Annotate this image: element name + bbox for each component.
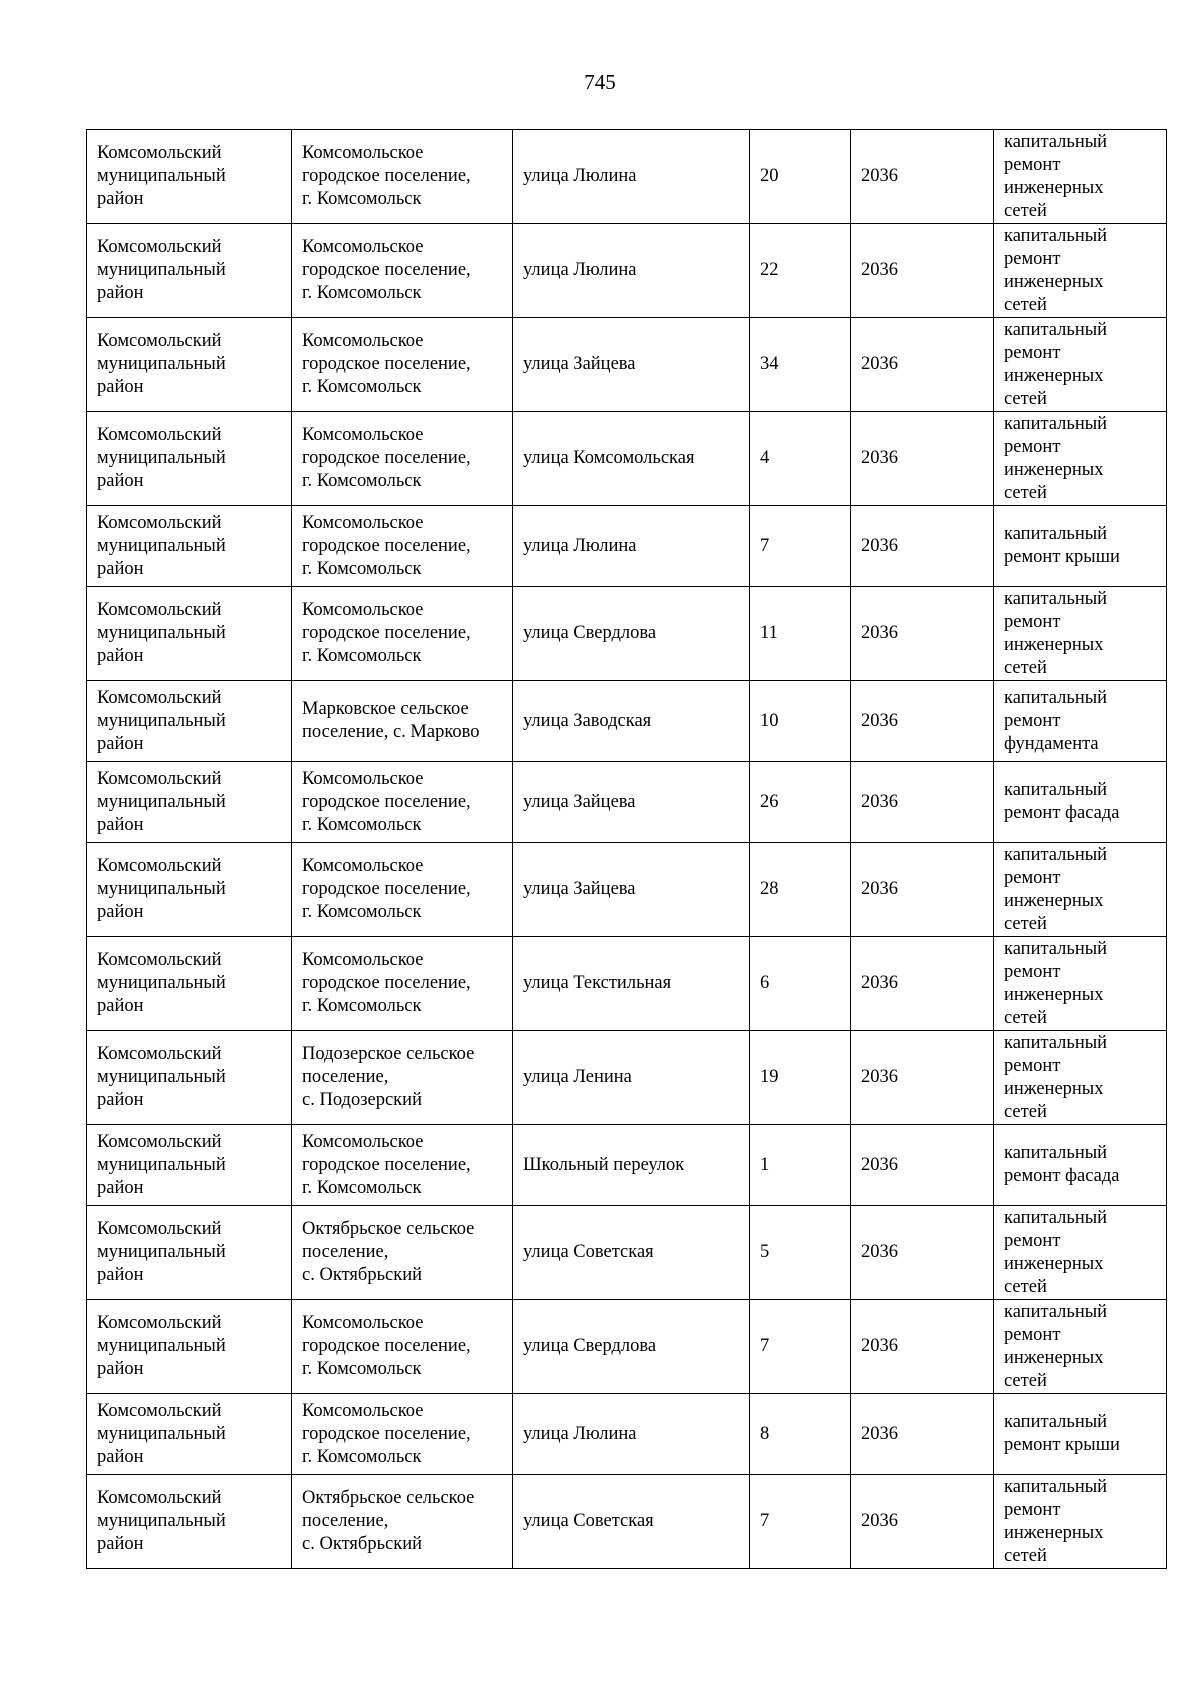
work-type-cell: капитальный ремонт инженерных сетей — [994, 130, 1167, 224]
settlement-cell: Комсомольское городское поселение, г. Комсомольск — [292, 506, 513, 587]
table-row — [87, 506, 1167, 587]
work-type-cell: капитальный ремонт фасада — [994, 762, 1167, 843]
year-cell: 2036 — [851, 937, 994, 1031]
table-row — [87, 681, 1167, 762]
table-row — [87, 937, 1167, 1031]
street-cell: улица Советская — [513, 1206, 750, 1300]
street-cell: улица Люлина — [513, 506, 750, 587]
work-type-cell: капитальный ремонт инженерных сетей — [994, 937, 1167, 1031]
settlement-cell: Комсомольское городское поселение, г. Комсомольск — [292, 1394, 513, 1475]
settlement-cell: Октябрьское сельское поселение, с. Октябрьский — [292, 1475, 513, 1569]
district-cell: Комсомольский муниципальный район — [87, 412, 292, 506]
settlement-cell: Комсомольское городское поселение, г. Комсомольск — [292, 843, 513, 937]
street-cell: улица Заводская — [513, 681, 750, 762]
district-cell: Комсомольский муниципальный район — [87, 843, 292, 937]
settlement-cell: Комсомольское городское поселение, г. Комсомольск — [292, 937, 513, 1031]
district-cell: Комсомольский муниципальный район — [87, 1031, 292, 1125]
district-cell: Комсомольский муниципальный район — [87, 762, 292, 843]
table-row — [87, 587, 1167, 681]
district-cell: Комсомольский муниципальный район — [87, 1300, 292, 1394]
house-number-cell: 4 — [750, 412, 851, 506]
work-type-cell: капитальный ремонт крыши — [994, 506, 1167, 587]
table-row — [87, 1300, 1167, 1394]
district-cell: Комсомольский муниципальный район — [87, 681, 292, 762]
page-number: 745 — [584, 70, 616, 94]
work-type-cell: капитальный ремонт крыши — [994, 1394, 1167, 1475]
district-cell: Комсомольский муниципальный район — [87, 1394, 292, 1475]
work-type-cell: капитальный ремонт инженерных сетей — [994, 843, 1167, 937]
table-row — [87, 1031, 1167, 1125]
year-cell: 2036 — [851, 587, 994, 681]
table-row — [87, 1125, 1167, 1206]
year-cell: 2036 — [851, 130, 994, 224]
street-cell: улица Свердлова — [513, 1300, 750, 1394]
street-cell: улица Люлина — [513, 1394, 750, 1475]
year-cell: 2036 — [851, 1394, 994, 1475]
house-number-cell: 6 — [750, 937, 851, 1031]
year-cell: 2036 — [851, 506, 994, 587]
work-type-cell: капитальный ремонт фасада — [994, 1125, 1167, 1206]
street-cell: улица Советская — [513, 1475, 750, 1569]
house-number-cell: 7 — [750, 1475, 851, 1569]
house-number-cell: 22 — [750, 224, 851, 318]
street-cell: улица Зайцева — [513, 318, 750, 412]
house-number-cell: 19 — [750, 1031, 851, 1125]
settlement-cell: Комсомольское городское поселение, г. Комсомольск — [292, 318, 513, 412]
house-number-cell: 1 — [750, 1125, 851, 1206]
work-type-cell: капитальный ремонт инженерных сетей — [994, 587, 1167, 681]
house-number-cell: 7 — [750, 1300, 851, 1394]
street-cell: улица Люлина — [513, 224, 750, 318]
settlement-cell: Октябрьское сельское поселение, с. Октябрьский — [292, 1206, 513, 1300]
house-number-cell: 8 — [750, 1394, 851, 1475]
table-row — [87, 1475, 1167, 1569]
street-cell: улица Ленина — [513, 1031, 750, 1125]
table-row — [87, 224, 1167, 318]
settlement-cell: Комсомольское городское поселение, г. Комсомольск — [292, 224, 513, 318]
house-number-cell: 34 — [750, 318, 851, 412]
settlement-cell: Подозерское сельское поселение, с. Подозерский — [292, 1031, 513, 1125]
year-cell: 2036 — [851, 762, 994, 843]
settlement-cell: Комсомольское городское поселение, г. Комсомольск — [292, 1300, 513, 1394]
repair-schedule-table — [86, 129, 1167, 1569]
table-row — [87, 762, 1167, 843]
work-type-cell: капитальный ремонт фундамента — [994, 681, 1167, 762]
settlement-cell: Марковское сельское поселение, с. Марково — [292, 681, 513, 762]
table-row — [87, 843, 1167, 937]
year-cell: 2036 — [851, 1300, 994, 1394]
street-cell: улица Текстильная — [513, 937, 750, 1031]
house-number-cell: 28 — [750, 843, 851, 937]
table-row — [87, 130, 1167, 224]
house-number-cell: 5 — [750, 1206, 851, 1300]
street-cell: улица Зайцева — [513, 762, 750, 843]
settlement-cell: Комсомольское городское поселение, г. Комсомольск — [292, 762, 513, 843]
work-type-cell: капитальный ремонт инженерных сетей — [994, 224, 1167, 318]
house-number-cell: 10 — [750, 681, 851, 762]
district-cell: Комсомольский муниципальный район — [87, 130, 292, 224]
year-cell: 2036 — [851, 1031, 994, 1125]
house-number-cell: 26 — [750, 762, 851, 843]
house-number-cell: 20 — [750, 130, 851, 224]
settlement-cell: Комсомольское городское поселение, г. Комсомольск — [292, 587, 513, 681]
house-number-cell: 7 — [750, 506, 851, 587]
year-cell: 2036 — [851, 1206, 994, 1300]
district-cell: Комсомольский муниципальный район — [87, 587, 292, 681]
street-cell: улица Комсомольская — [513, 412, 750, 506]
district-cell: Комсомольский муниципальный район — [87, 1475, 292, 1569]
district-cell: Комсомольский муниципальный район — [87, 224, 292, 318]
district-cell: Комсомольский муниципальный район — [87, 1125, 292, 1206]
street-cell: Школьный переулок — [513, 1125, 750, 1206]
street-cell: улица Люлина — [513, 130, 750, 224]
table-row — [87, 318, 1167, 412]
table-row — [87, 1206, 1167, 1300]
settlement-cell: Комсомольское городское поселение, г. Комсомольск — [292, 412, 513, 506]
work-type-cell: капитальный ремонт инженерных сетей — [994, 1475, 1167, 1569]
work-type-cell: капитальный ремонт инженерных сетей — [994, 1031, 1167, 1125]
year-cell: 2036 — [851, 412, 994, 506]
work-type-cell: капитальный ремонт инженерных сетей — [994, 318, 1167, 412]
year-cell: 2036 — [851, 843, 994, 937]
year-cell: 2036 — [851, 224, 994, 318]
settlement-cell: Комсомольское городское поселение, г. Комсомольск — [292, 1125, 513, 1206]
year-cell: 2036 — [851, 681, 994, 762]
district-cell: Комсомольский муниципальный район — [87, 937, 292, 1031]
settlement-cell: Комсомольское городское поселение, г. Комсомольск — [292, 130, 513, 224]
year-cell: 2036 — [851, 318, 994, 412]
work-type-cell: капитальный ремонт инженерных сетей — [994, 412, 1167, 506]
district-cell: Комсомольский муниципальный район — [87, 1206, 292, 1300]
year-cell: 2036 — [851, 1125, 994, 1206]
table-row — [87, 1394, 1167, 1475]
house-number-cell: 11 — [750, 587, 851, 681]
work-type-cell: капитальный ремонт инженерных сетей — [994, 1300, 1167, 1394]
district-cell: Комсомольский муниципальный район — [87, 506, 292, 587]
table-row — [87, 412, 1167, 506]
street-cell: улица Зайцева — [513, 843, 750, 937]
street-cell: улица Свердлова — [513, 587, 750, 681]
district-cell: Комсомольский муниципальный район — [87, 318, 292, 412]
year-cell: 2036 — [851, 1475, 994, 1569]
work-type-cell: капитальный ремонт инженерных сетей — [994, 1206, 1167, 1300]
